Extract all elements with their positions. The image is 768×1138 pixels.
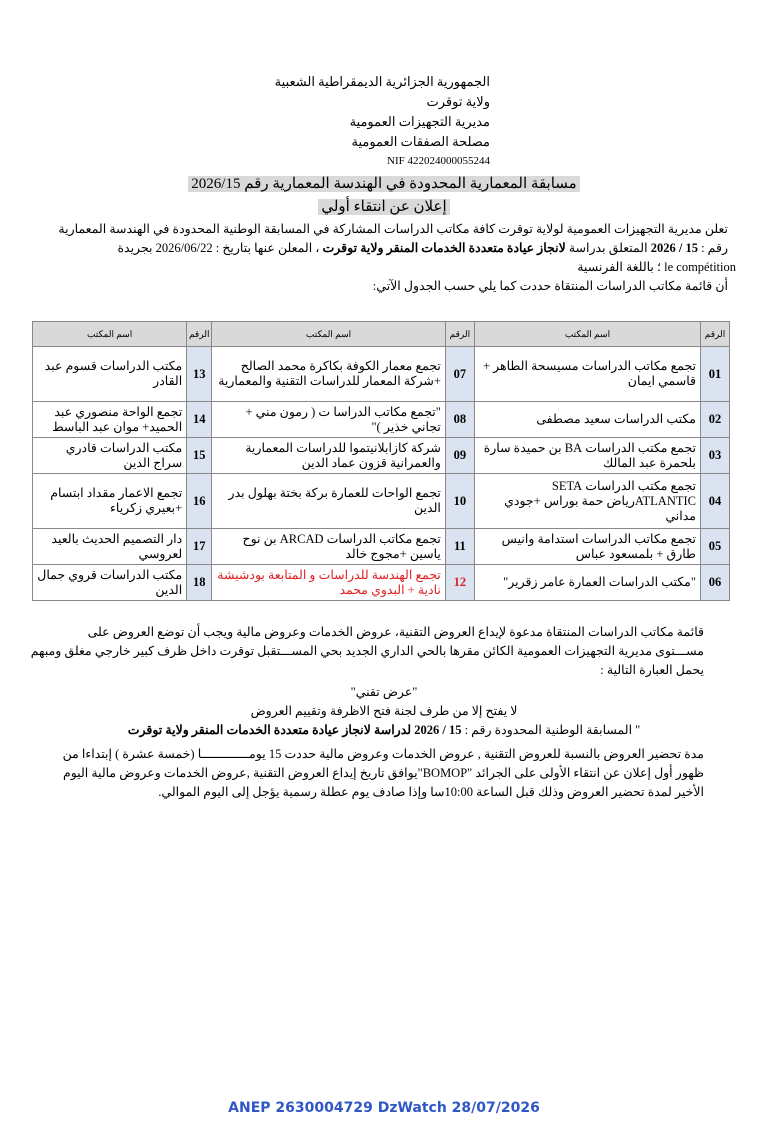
office-number: 13 [187,347,212,402]
intro-ref-number: 15 / 2026 [650,241,698,255]
table-row [33,347,730,402]
office-name: تجمع الاعمار مقداد ابتسام +بعيري زكرياء [33,474,187,529]
competition-project: لدراسة لانجاز عيادة متعددة الخدمات المنقر ولاية توقرت [127,723,412,737]
table-header-row [33,322,730,347]
office-name: تجمع مكاتب الدراسات ARCAD بن نوح ياسين +مجوج خالد [212,529,446,565]
directorate-line: مديرية التجهيزات العمومية [349,114,490,129]
office-name: مكتب الدراسات قادري سراج الدين [33,438,187,474]
no-open-notice: لا يفتح إلا من طرف لجنة فتح الاظرفة وتقييم العروض [250,704,518,718]
intro-ref-label: رقم : [701,241,728,255]
office-number: 15 [187,438,212,474]
office-number: 07 [445,347,474,402]
office-number: 02 [701,402,730,438]
header-name-3: اسم المكتب [33,322,187,347]
office-number: 14 [187,402,212,438]
header-num-3: الرقم [187,322,212,347]
office-name-highlighted: تجمع الهندسة للدراسات و المتابعة بودشيشة نادية + البدوي محمد [212,565,446,601]
intro-line-3 [42,258,736,277]
intro-study-label: المتعلق بدراسة [568,241,648,255]
office-name: دار التصميم الحديث بالعيد لعروسي [33,529,187,565]
office-name: "مكتب الدراسات العمارة عامر زقرير" [474,565,700,601]
intro-line-1: تعلن مديرية التجهيزات العمومية لولاية توقرت كافة مكاتب الدراسات المشاركة في المسابقة الوطنية المحدودة في الهندسة المعمارية [58,222,728,236]
intro-line-2 [42,239,728,258]
office-number: 04 [701,474,730,529]
header-name-1: اسم المكتب [474,322,700,347]
office-name: مكتب الدراسات سعيد مصطفى [474,402,700,438]
table-row [33,402,730,438]
submission-line-2: مســـتوى مديرية التجهيزات العمومية الكائن مقرها بالحي الداري الجديد بحي المســـتقبل توقرت داخل ظرف كبير خارجي مغلق ومبهم [30,644,704,658]
document-subtitle [0,197,768,217]
republic-line: الجمهورية الجزائرية الديمقراطية الشعبية [274,74,490,89]
office-name: تجمع مكاتب الدراسات مسيسحة الطاهر + قاسمي ايمان [474,347,700,402]
office-name: تجمع الواحات للعمارة بركة بختة بهلول بدر الدين [212,474,446,529]
competition-reference [0,721,768,740]
office-name: مكتب الدراسات قروي جمال الدين [33,565,187,601]
intro-project-name: لانجاز عيادة متعددة الخدمات المنقر ولاية توقرت [322,241,566,255]
office-number: 06 [701,565,730,601]
table-row [33,529,730,565]
deadline-line-1: مدة تحضير العروض بالنسبة للعروض التقنية , عروض الخدمات وعروض مالية حددت 15 يومـــــــــــــا (خمسة عشرة ) إبتداءا من [62,747,704,761]
service-line: مصلحة الصفقات العمومية [351,134,490,149]
office-name: تجمع الواحة منصوري عبد الحميد+ موان عبد الباسط [33,402,187,438]
submission-paragraph [30,623,704,680]
newspaper-name: le compétition ؛ باللغة الفرنسية [577,260,736,274]
office-number: 18 [187,565,212,601]
office-name: تجمع مكتب الدراسات SETA ATLANTICرياض حمة بوراس +جودي مداني [474,474,700,529]
nif-number: NIF 422024000055244 [387,155,490,167]
submission-line-1: قائمة مكاتب الدراسات المنتقاة مدعوة لإيداع العروض التقنية، عروض الخدمات وعروض مالية ويجب أن توضع العروض على [87,625,704,639]
office-name: تجمع معمار الكوفة بكاكرة محمد الصالح +شركة المعمار للدراسات التقنية والمعمارية [212,347,446,402]
table-row [33,565,730,601]
office-number-highlighted: 12 [445,565,474,601]
intro-line-4: أن قائمة مكاتب الدراسات المنتقاة حددت كما يلي حسب الجدول الآتي: [372,279,728,293]
office-number: 10 [445,474,474,529]
office-name: تجمع مكاتب الدراسات استدامة وانيس طارق + بلمسعود عباس [474,529,700,565]
competition-label: " المسابقة الوطنية المحدودة رقم : [464,723,641,737]
selected-offices-table [32,321,730,601]
deadline-line-3: الأخير لمدة تحضير العروض وذلك قبل الساعة 10:00سا وإذا صادف يوم عطلة رسمية يؤجل إلى اليوم الموالي. [158,785,704,799]
office-number: 05 [701,529,730,565]
anep-footer: ANEP 2630004729 DzWatch 28/07/2026 [228,1100,540,1116]
table-row [33,438,730,474]
document-title-text: مسابقة المعمارية المحدودة في الهندسة المعمارية رقم 2026/15 [188,176,579,192]
table-row [33,474,730,529]
header-num-2: الرقم [445,322,474,347]
office-number: 03 [701,438,730,474]
letterhead [230,72,490,170]
office-name: تجمع مكتب الدراسات BA بن حميدة سارة بلحمرة عبد المالك [474,438,700,474]
office-number: 16 [187,474,212,529]
office-number: 01 [701,347,730,402]
office-name: "تجمع مكاتب الدراسا ت ( رمون مني + تجاني خذير )" [212,402,446,438]
office-number: 11 [445,529,474,565]
office-name: مكتب الدراسات قسوم عبد القادر [33,347,187,402]
wilaya-line: ولاية توقرت [426,94,490,109]
deadline-paragraph [62,745,704,802]
header-name-2: اسم المكتب [212,322,446,347]
intro-date: ، المعلن عنها بتاريخ : 2026/06/22 بجريدة [117,241,320,255]
office-number: 09 [445,438,474,474]
office-number: 08 [445,402,474,438]
office-name: شركة كازابلانيتموا للدراسات المعمارية والعمرانية قزون عماد الدين [212,438,446,474]
office-number: 17 [187,529,212,565]
competition-number: 15 / 2026 [414,723,462,737]
document-title [0,174,768,194]
submission-line-3: يحمل العبارة التالية : [600,663,704,677]
header-num-1: الرقم [701,322,730,347]
deadline-line-2: ظهور أول إعلان عن انتقاء الأولى على الجرائد "BOMOP"يوافق تاريخ إيداع العروض التقنية ,عروض الخدمات وعروض مالية اليوم [62,766,704,780]
intro-paragraph [42,220,736,296]
document-subtitle-text: إعلان عن انتقاء أولي [318,199,449,215]
offer-label: "عرض تقني" [350,685,418,699]
